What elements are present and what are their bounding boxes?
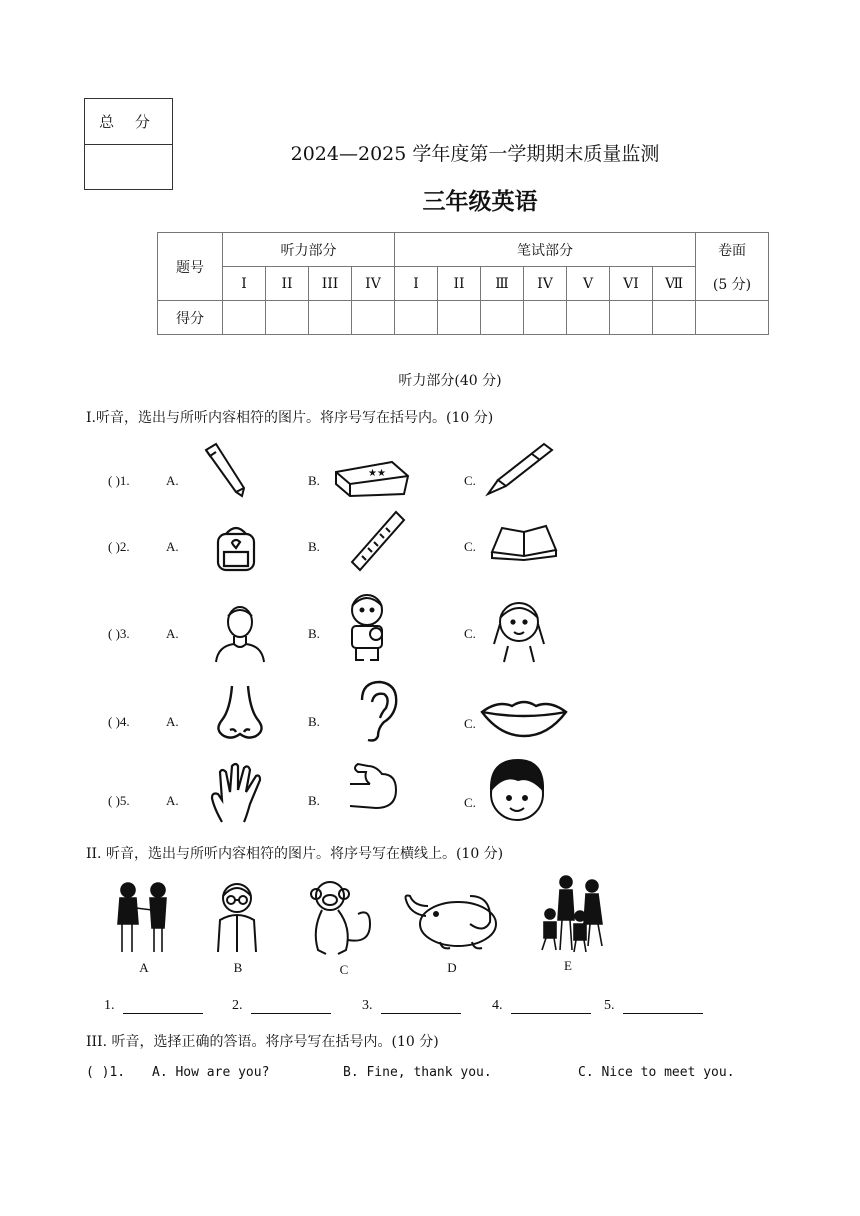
total-score-label: 总 分 — [85, 99, 172, 145]
appearance-label: 卷面 — [718, 242, 746, 259]
boy-icon — [340, 590, 394, 664]
score-cell[interactable] — [395, 301, 438, 335]
blank-number: 2. — [232, 998, 243, 1013]
family-icon — [536, 874, 612, 956]
hand-icon — [208, 762, 266, 824]
listening-header: 听力部分 — [223, 233, 395, 267]
score-cell[interactable] — [696, 301, 769, 335]
blank-number: 1. — [104, 998, 115, 1013]
writing-col: Ⅲ — [481, 267, 524, 301]
book-icon — [488, 522, 560, 562]
q4-option-a: A. — [166, 714, 179, 729]
grandma-icon — [210, 880, 264, 954]
score-cell[interactable] — [223, 301, 266, 335]
score-table — [157, 232, 769, 335]
q3-option-c: C. — [464, 626, 476, 641]
pen-icon — [484, 440, 556, 498]
blank-number: 3. — [362, 998, 373, 1013]
pencil-icon — [200, 440, 250, 498]
score-cell[interactable] — [309, 301, 352, 335]
nose-icon — [212, 684, 268, 742]
row-header: 题号 — [158, 233, 223, 301]
appearance-header — [696, 233, 769, 301]
arm-icon — [346, 760, 402, 812]
q5-number: ( )5. — [108, 793, 130, 808]
p3-q1-option-b: B. Fine, thank you. — [343, 1065, 492, 1080]
q5-option-a: A. — [166, 793, 179, 808]
q1-option-a: A. — [166, 473, 179, 488]
svg-text:★★: ★★ — [368, 468, 386, 479]
picture-label-d: D — [447, 960, 457, 975]
appearance-score: (5 分) — [712, 276, 752, 293]
score-cell[interactable] — [481, 301, 524, 335]
q2-option-a: A. — [166, 539, 179, 554]
mouth-icon — [478, 696, 570, 740]
q2-option-c: C. — [464, 539, 476, 554]
q2-number: ( )2. — [108, 539, 130, 554]
face-icon — [482, 756, 552, 824]
exam-subtitle: 三年级英语 — [422, 189, 538, 215]
q5-option-b: B. — [308, 793, 320, 808]
picture-label-c: C — [339, 962, 349, 977]
q1-option-b: B. — [308, 473, 320, 488]
writing-col: Ⅶ — [653, 267, 696, 301]
ruler-icon — [348, 508, 408, 574]
score-cell[interactable] — [610, 301, 653, 335]
bag-icon — [210, 522, 262, 574]
listening-col: IV — [352, 267, 395, 301]
writing-col: IV — [524, 267, 567, 301]
listening-col: III — [309, 267, 352, 301]
picture-label-a: A — [139, 960, 149, 975]
q3-option-a: A. — [166, 626, 179, 641]
picture-label-e: E — [564, 958, 572, 973]
blank-line[interactable] — [251, 999, 331, 1014]
blank-line[interactable] — [381, 999, 461, 1014]
q3-number: ( )3. — [108, 626, 130, 641]
answer-blank-3[interactable] — [362, 998, 461, 1014]
p3-q1-option-c: C. Nice to meet you. — [578, 1065, 735, 1080]
girl-icon — [488, 594, 550, 664]
writing-col: VI — [610, 267, 653, 301]
q5-option-c: C. — [464, 795, 476, 810]
q4-option-b: B. — [308, 714, 320, 729]
part3-instruction: III. 听音，选择正确的答语。将序号写在括号内。(10 分) — [86, 1034, 439, 1050]
answer-blank-1[interactable] — [104, 998, 203, 1014]
listening-col: I — [223, 267, 266, 301]
listening-col: II — [266, 267, 309, 301]
blank-number: 4. — [492, 998, 503, 1013]
answer-blank-4[interactable] — [492, 998, 591, 1014]
part2-instruction: II. 听音，选出与所听内容相符的图片。将序号写在横线上。(10 分) — [86, 846, 504, 862]
q4-number: ( )4. — [108, 714, 130, 729]
elephant-icon — [400, 884, 500, 952]
score-cell[interactable] — [567, 301, 610, 335]
score-cell[interactable] — [438, 301, 481, 335]
monkey-icon — [304, 878, 380, 958]
q2-option-b: B. — [308, 539, 320, 554]
exam-title: 2024—2025 学年度第一学期期末质量监测 — [290, 143, 660, 165]
writing-header: 笔试部分 — [395, 233, 696, 267]
listening-section-title: 听力部分(40 分) — [398, 373, 502, 389]
score-cell[interactable] — [653, 301, 696, 335]
score-cell[interactable] — [352, 301, 395, 335]
greeting-kids-icon — [110, 880, 178, 956]
q4-option-c: C. — [464, 716, 476, 731]
p3-q1-number: ( )1. — [86, 1065, 126, 1080]
pencil-box-icon — [332, 458, 412, 500]
picture-label-b: B — [233, 960, 243, 975]
writing-col: V — [567, 267, 610, 301]
score-cell[interactable] — [266, 301, 309, 335]
q1-option-c: C. — [464, 473, 476, 488]
q1-number: ( )1. — [108, 473, 130, 488]
answer-blank-2[interactable] — [232, 998, 331, 1014]
q3-option-b: B. — [308, 626, 320, 641]
part1-instruction: I.听音，选出与所听内容相符的图片。将序号写在括号内。(10 分) — [86, 410, 494, 426]
p3-q1-option-a: A. How are you? — [152, 1065, 270, 1080]
blank-number: 5. — [604, 998, 615, 1013]
writing-col: I — [395, 267, 438, 301]
score-row-label: 得分 — [158, 301, 223, 335]
ear-icon — [352, 680, 402, 744]
blank-line[interactable] — [511, 999, 591, 1014]
man-icon — [212, 602, 268, 664]
score-cell[interactable] — [524, 301, 567, 335]
blank-line[interactable] — [123, 999, 203, 1014]
answer-blank-5[interactable] — [604, 998, 703, 1014]
blank-line[interactable] — [623, 999, 703, 1014]
writing-col: II — [438, 267, 481, 301]
